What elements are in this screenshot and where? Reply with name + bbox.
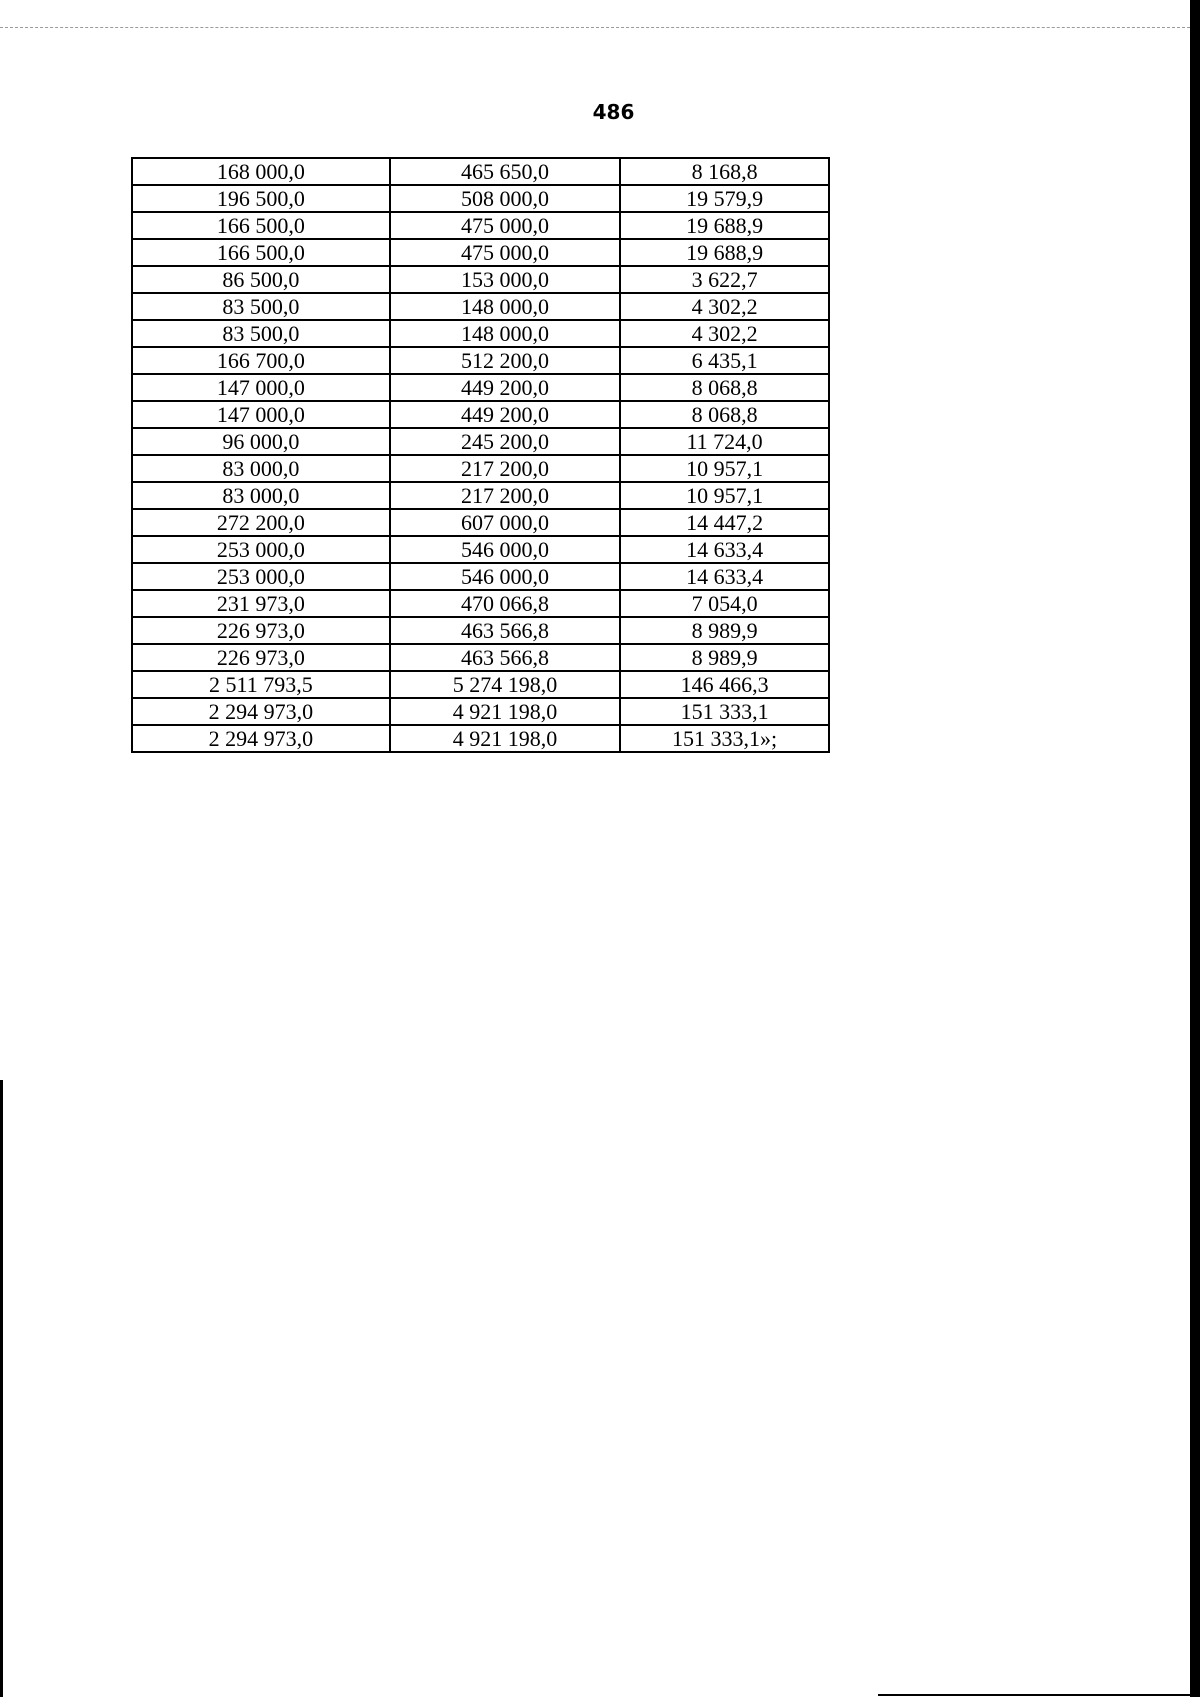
scan-artifact-left-edge xyxy=(0,1080,3,1697)
cell-col-2: 508 000,0 xyxy=(390,185,620,212)
table-body xyxy=(132,158,829,752)
page-number: 486 xyxy=(592,100,635,124)
cell-col-2: 4 921 198,0 xyxy=(390,725,620,752)
cell-col-1: 253 000,0 xyxy=(132,563,390,590)
cell-col-2: 217 200,0 xyxy=(390,455,620,482)
cell-col-2: 148 000,0 xyxy=(390,293,620,320)
table-row xyxy=(132,212,829,239)
cell-col-1: 166 500,0 xyxy=(132,239,390,266)
cell-col-2: 470 066,8 xyxy=(390,590,620,617)
cell-col-1: 83 000,0 xyxy=(132,482,390,509)
cell-col-3: 19 688,9 xyxy=(620,239,829,266)
cell-col-1: 147 000,0 xyxy=(132,401,390,428)
cell-col-1: 226 973,0 xyxy=(132,617,390,644)
cell-col-3: 146 466,3 xyxy=(620,671,829,698)
table-row xyxy=(132,590,829,617)
cell-col-2: 465 650,0 xyxy=(390,158,620,185)
cell-col-3: 8 989,9 xyxy=(620,617,829,644)
data-table xyxy=(131,157,830,753)
table-row xyxy=(132,509,829,536)
cell-col-3: 14 633,4 xyxy=(620,563,829,590)
cell-col-3: 4 302,2 xyxy=(620,293,829,320)
table-row xyxy=(132,644,829,671)
cell-col-3: 7 054,0 xyxy=(620,590,829,617)
cell-col-2: 245 200,0 xyxy=(390,428,620,455)
table-row xyxy=(132,320,829,347)
cell-col-3: 8 068,8 xyxy=(620,401,829,428)
cell-col-3: 3 622,7 xyxy=(620,266,829,293)
table-row xyxy=(132,239,829,266)
cell-col-1: 231 973,0 xyxy=(132,590,390,617)
table-row xyxy=(132,374,829,401)
cell-col-3: 10 957,1 xyxy=(620,482,829,509)
cell-col-1: 166 700,0 xyxy=(132,347,390,374)
cell-col-1: 83 000,0 xyxy=(132,455,390,482)
cell-col-1: 96 000,0 xyxy=(132,428,390,455)
cell-col-2: 148 000,0 xyxy=(390,320,620,347)
table-row xyxy=(132,698,829,725)
table-row xyxy=(132,158,829,185)
cell-col-1: 226 973,0 xyxy=(132,644,390,671)
cell-col-3: 6 435,1 xyxy=(620,347,829,374)
cell-col-3: 8 068,8 xyxy=(620,374,829,401)
scan-artifact-right-edge xyxy=(1190,0,1200,1697)
table-row xyxy=(132,266,829,293)
cell-col-2: 546 000,0 xyxy=(390,563,620,590)
cell-col-1: 253 000,0 xyxy=(132,536,390,563)
cell-col-2: 153 000,0 xyxy=(390,266,620,293)
table-row xyxy=(132,482,829,509)
cell-col-2: 607 000,0 xyxy=(390,509,620,536)
cell-col-3: 19 688,9 xyxy=(620,212,829,239)
scan-artifact-top-dashes xyxy=(0,27,1190,28)
cell-col-1: 196 500,0 xyxy=(132,185,390,212)
cell-col-1: 272 200,0 xyxy=(132,509,390,536)
scan-artifact-bottom-line xyxy=(878,1694,1190,1696)
cell-col-1: 147 000,0 xyxy=(132,374,390,401)
cell-col-1: 86 500,0 xyxy=(132,266,390,293)
table-row xyxy=(132,347,829,374)
cell-col-3: 8 989,9 xyxy=(620,644,829,671)
cell-col-3: 10 957,1 xyxy=(620,455,829,482)
table-row xyxy=(132,428,829,455)
cell-col-1: 2 294 973,0 xyxy=(132,698,390,725)
table-row xyxy=(132,563,829,590)
table-row xyxy=(132,401,829,428)
cell-col-1: 2 294 973,0 xyxy=(132,725,390,752)
table-row xyxy=(132,293,829,320)
cell-col-3: 151 333,1»; xyxy=(620,725,829,752)
cell-col-3: 19 579,9 xyxy=(620,185,829,212)
cell-col-2: 217 200,0 xyxy=(390,482,620,509)
cell-col-2: 475 000,0 xyxy=(390,212,620,239)
table-row xyxy=(132,536,829,563)
cell-col-2: 546 000,0 xyxy=(390,536,620,563)
cell-col-2: 475 000,0 xyxy=(390,239,620,266)
cell-col-2: 5 274 198,0 xyxy=(390,671,620,698)
cell-col-1: 166 500,0 xyxy=(132,212,390,239)
cell-col-2: 449 200,0 xyxy=(390,374,620,401)
cell-col-1: 83 500,0 xyxy=(132,293,390,320)
table-row xyxy=(132,455,829,482)
table-row xyxy=(132,185,829,212)
cell-col-2: 463 566,8 xyxy=(390,617,620,644)
cell-col-1: 83 500,0 xyxy=(132,320,390,347)
cell-col-3: 4 302,2 xyxy=(620,320,829,347)
cell-col-2: 463 566,8 xyxy=(390,644,620,671)
cell-col-2: 449 200,0 xyxy=(390,401,620,428)
table-row xyxy=(132,725,829,752)
cell-col-1: 168 000,0 xyxy=(132,158,390,185)
cell-col-3: 8 168,8 xyxy=(620,158,829,185)
cell-col-1: 2 511 793,5 xyxy=(132,671,390,698)
table-row xyxy=(132,671,829,698)
cell-col-3: 11 724,0 xyxy=(620,428,829,455)
cell-col-2: 4 921 198,0 xyxy=(390,698,620,725)
cell-col-2: 512 200,0 xyxy=(390,347,620,374)
cell-col-3: 14 633,4 xyxy=(620,536,829,563)
cell-col-3: 14 447,2 xyxy=(620,509,829,536)
cell-col-3: 151 333,1 xyxy=(620,698,829,725)
table-row xyxy=(132,617,829,644)
